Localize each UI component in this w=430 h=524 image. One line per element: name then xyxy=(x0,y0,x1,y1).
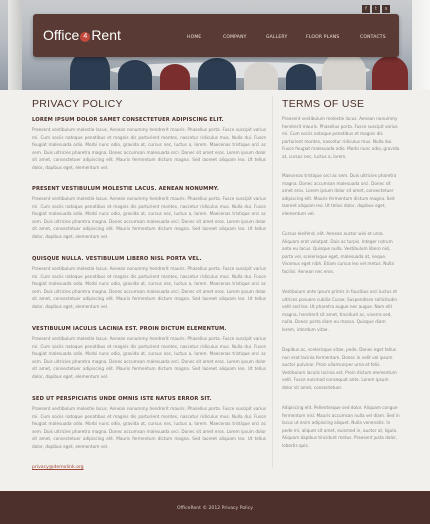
section-body: Praesent vestibulum molestie lacus. Aenean nonummy hendrerit mauris. Phasellus porta. Fusce suscipit varius mi. Cum sociis natoque penatibus et magnis dis parturient montes, nascetur ridiculus mus. Nulla dui. Fusce feugiat malesuada odio. Morbi nunc odio, gravida at, cursus nec, luctus a, lorem. Maecenas tristique orci ac sem. Duis ultricies pharetra magna. Donec accumsan malesuada orci. Donec sit amet eros. Lorem ipsum dolor sit amet, consectetuer adipiscing elit. Mauris fermentum dictum magna. Sed laoreet aliquam leo. Ut tellus dolor, dapibus eget, elementum vel. xyxy=(32,196,266,239)
terms-paragraph: Cursus eleifend, elit. Aenean auctor wisi et urna. Aliquam erat volutpat. Duis ac turpis. Integer rutrum ante eu lacus. Quisque nulla. Vestibulum libero nisl, porta vel, scelerisque eget, malesuada at, neque. Vivamus eget nibh. Etiam cursus leo vel metus. Nulla facilisi. Aenean nec eros. xyxy=(282,231,394,274)
window-panel xyxy=(8,0,22,90)
section-heading: VESTIBULUM IACULIS LACINIA EST. PROIN DICTUM ELEMENTUM. xyxy=(32,326,227,332)
column-divider xyxy=(272,96,273,468)
section-heading: QUISQUE NULLA. VESTIBULUM LIBERO NISL PORTA VEL. xyxy=(32,256,202,262)
terms-paragraph: Adipiscing elit. Pellentesque sed dolor. Aliquam congue fermentum nisl. Mauris accumsan nulla vel diam. Sed in lacus ut enim adipiscing aliquet. Nulla venenatis. In pede mi, aliquet sit amet, euismod in, auctor ut, ligula. Aliquam dapibus tincidunt metus. Praesent justo dolor, lobortis quis. xyxy=(282,405,400,448)
main-navbar xyxy=(33,14,399,57)
nav-company[interactable]: COMPANY xyxy=(223,35,247,40)
terms-paragraph: Dapibus ac, scelerisque vitae, pede. Donec eget tellus non erat lacinia fermentum. Donec in velit vel ipsum auctor pulvinar. Proin ullamcorper urna et felis. Vestibulum iaculis lacinia est. Proin dictum elementum velit. Fusce euismod consequat ante. Lorem ipsum dolor sit amet, consectetuer. xyxy=(282,347,397,390)
nav-floor-plans[interactable]: FLOOR PLANS xyxy=(306,35,340,40)
terms-paragraph: Praesent vestibulum molestie lacus. Aenean nonummy hendrerit mauris. Phasellus porta. Fusce suscipit varius mi. Cum sociis natoque penatibus et magnis dis parturient montes, nascetur ridiculus mus. Nulla dui. Fusce feugiat malesuada odio. Morbi nunc odio, gravida at, cursus nec, luctus a, lorem. xyxy=(282,116,400,159)
section-heading: PRESENT VESTIBULUM MOLESTIE LACUS. AENEAN NONUMMY. xyxy=(32,186,219,192)
section-body: Praesent vestibulum molestie lacus. Aenean nonummy hendrerit mauris. Phasellus porta. Fusce suscipit varius mi. Cum sociis natoque penatibus et magnis dis parturient montes, nascetur ridiculus mus. Nulla dui. Fusce feugiat malesuada odio. Morbi nunc odio, gravida at, cursus nec, luctus a, lorem. Maecenas tristique orci ac sem. Duis ultricies pharetra magna. Donec accumsan malesuada orci. Donec sit amet eros. Lorem ipsum dolor sit amet, consectetuer adipiscing elit. Mauris fermentum dictum magna. Sed laoreet aliquam leo. Ut tellus dolor, dapibus eget, elementum vel. xyxy=(32,406,266,449)
chair xyxy=(286,64,316,90)
chair xyxy=(160,64,190,90)
footer xyxy=(0,491,430,524)
facebook-icon[interactable]: f xyxy=(362,5,370,13)
section-body: Praesent vestibulum molestie lacus. Aenean nonummy hendrerit mauris. Phasellus porta. Fusce suscipit varius mi. Cum sociis natoque penatibus et magnis dis parturient montes, nascetur ridiculus mus. Nulla dui. Fusce feugiat malesuada odio. Morbi nunc odio, gravida at, cursus nec, luctus a, lorem. Maecenas tristique orci ac sem. Duis ultricies pharetra magna. Donec accumsan malesuada orci. Donec sit amet eros. Lorem ipsum dolor sit amet, consectetuer adipiscing elit. Mauris fermentum dictum magna. Sed laoreet aliquam leo. Ut tellus dolor, dapibus eget, elementum vel. xyxy=(32,336,266,379)
chair xyxy=(198,58,236,90)
chair xyxy=(322,52,366,90)
logo[interactable] xyxy=(43,27,121,43)
section-body: Praesent vestibulum molestie lacus. Aenean nonummy hendrerit mauris. Phasellus porta. Fusce suscipit varius mi. Cum sociis natoque penatibus et magnis dis parturient montes, nascetur ridiculus mus. Nulla dui. Fusce feugiat malesuada odio. Morbi nunc odio, gravida at, cursus nec, luctus a, lorem. Maecenas tristique orci ac sem. Duis ultricies pharetra magna. Donec accumsan malesuada orci. Donec sit amet eros. Lorem ipsum dolor sit amet, consectetuer adipiscing elit. Mauris fermentum dictum magna. Sed laoreet aliquam leo. Ut tellus dolor, dapibus eget, elementum vel. xyxy=(32,266,266,309)
chair xyxy=(244,62,278,90)
nav-gallery[interactable]: GALLERY xyxy=(266,35,288,40)
terms-title: TERMS OF USE xyxy=(282,98,365,110)
section-heading: LOREM IPSUM DOLOR SAMET CONSECTETUER ADIPISCING ELIT. xyxy=(32,117,224,123)
terms-paragraph: Maecenas tristique orci ac sem. Duis ultricies pharetra magna. Donec accumsan malesuada orci. Donec sit amet eros. Lorem ipsum dolor sit amet, consectetuer adipiscing elit. Mauris fermentum dictum magna. Sed laoreet aliquam leo. Ut tellus dolor, dapibus eget, elementum vel. xyxy=(282,173,397,216)
skype-icon[interactable]: s xyxy=(382,5,390,13)
logo-text-office: Office xyxy=(43,27,80,43)
nav-home[interactable]: HOME xyxy=(187,35,202,40)
logo-badge: 4 xyxy=(80,32,90,42)
nav-contacts[interactable]: CONTACTS xyxy=(360,35,386,40)
footer-copyright: OfficeRent © 2012 Privacy Policy xyxy=(177,506,253,511)
logo-text-rent: Rent xyxy=(91,27,121,43)
chair xyxy=(118,60,152,90)
chair xyxy=(372,56,408,90)
section-heading: SED UT PERSPICIATIS UNDE OMNIS ISTE NATUS ERROR SIT. xyxy=(32,396,212,402)
privacy-email-link[interactable]: privacy@demolink.org xyxy=(32,465,84,470)
twitter-icon[interactable]: t xyxy=(372,5,380,13)
section-body: Praesent vestibulum molestie lacus. Aenean nonummy hendrerit mauris. Phasellus porta. Fusce suscipit varius mi. Cum sociis natoque penatibus et magnis dis parturient montes, nascetur ridiculus mus. Nulla dui. Fusce feugiat malesuada odio. Morbi nunc odio, gravida at, cursus nec, luctus a, lorem. Maecenas tristique orci ac sem. Duis ultricies pharetra magna. Donec accumsan malesuada orci. Donec sit amet eros. Lorem ipsum dolor sit amet, consectetuer adipiscing elit. Mauris fermentum dictum magna. Sed laoreet aliquam leo. Ut tellus dolor, dapibus eget, elementum vel. xyxy=(32,127,266,170)
window-panel xyxy=(412,0,430,90)
privacy-title: PRIVACY POLICY xyxy=(32,98,123,110)
terms-paragraph: Vestibulum ante ipsum primis in faucibus orci luctus et ultrices posuere cubilia Curae; Suspendisse sollicitudin velit sed leo. Ut pharetra augue nec augue. Nam elit magna, hendrerit sit amet, tincidunt ac, viverra sed, nulla. Donec porta diam eu massa. Quisque diam lorem, interdum vitae. xyxy=(282,289,398,332)
